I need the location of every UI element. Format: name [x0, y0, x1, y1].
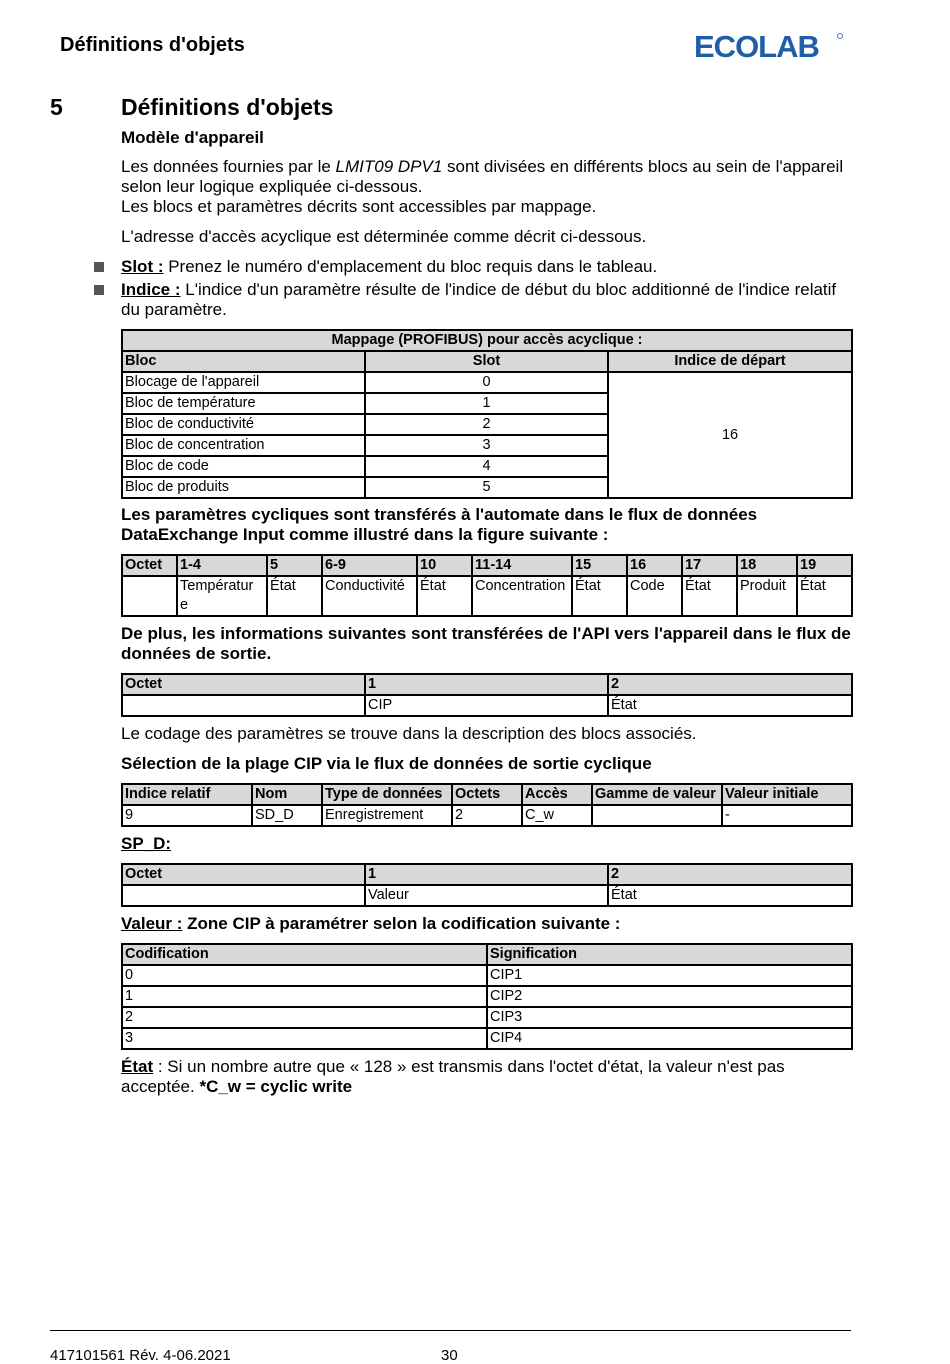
mapping-table	[121, 329, 853, 499]
cip-value-cell: 9	[122, 805, 252, 826]
mapping-header-bloc: Bloc	[122, 351, 365, 372]
bullet-indice	[121, 280, 851, 320]
footer-page-number: 30	[441, 1347, 458, 1364]
codif-meaning: CIP1	[487, 965, 852, 986]
output-heading: De plus, les informations suivantes sont transférées de l'API vers l'appareil dans le flux de données de sortie.	[121, 624, 851, 663]
cip-value-cell: -	[722, 805, 852, 826]
input-value-cell: Conductivité	[322, 576, 417, 616]
table-row	[122, 965, 852, 986]
bullet-slot	[121, 257, 851, 277]
input-header-cell: 5	[267, 555, 322, 576]
block-slot: 0	[365, 372, 608, 393]
input-value-cell: État	[267, 576, 322, 616]
input-value-cell: Températur e	[177, 576, 267, 616]
intro-paragraph-2: L'adresse d'accès acyclique est déterminée comme décrit ci-dessous.	[121, 227, 647, 246]
cip-header-cell: Indice relatif	[122, 784, 252, 805]
intro-paragraph-1	[121, 157, 851, 217]
valeur-heading	[121, 914, 851, 934]
codif-code: 2	[122, 1007, 487, 1028]
codif-code: 3	[122, 1028, 487, 1049]
input-header-cell: 10	[417, 555, 472, 576]
table-row	[122, 885, 852, 906]
input-header-cell: 15	[572, 555, 627, 576]
intro-text-b: sont divisées en différents blocs au sein de l'appareil selon leur logique expliquée ci-dessous.	[121, 157, 844, 196]
block-name: Bloc de concentration	[122, 435, 365, 456]
codification-table	[121, 943, 853, 1050]
block-slot: 3	[365, 435, 608, 456]
codif-header-cell: Codification	[122, 944, 487, 965]
cip-value-cell: C_w	[522, 805, 592, 826]
block-name: Bloc de code	[122, 456, 365, 477]
spd-label: SP_D:	[121, 834, 172, 853]
cip-value-cell: Enregistrement	[322, 805, 452, 826]
input-value-cell: État	[417, 576, 472, 616]
spd-value-cell: Valeur	[365, 885, 608, 906]
etat-text: : Si un nombre autre que « 128 » est transmis dans l'octet d'état, la valeur n'est pas acceptée.	[121, 1057, 785, 1096]
block-slot: 1	[365, 393, 608, 414]
mapping-header-index: Indice de départ	[608, 351, 852, 372]
device-name: LMIT09 DPV1	[335, 157, 443, 176]
etat-term: État	[121, 1057, 154, 1076]
cip-header-cell: Nom	[252, 784, 322, 805]
logo-text: ECOLAB	[694, 30, 819, 62]
cip-value-cell: 2	[452, 805, 522, 826]
output-header-cell: 1	[365, 674, 608, 695]
table-row	[122, 1028, 852, 1049]
valeur-text: Zone CIP à paramétrer selon la codification suivante :	[182, 914, 621, 933]
cip-value-cell: SD_D	[252, 805, 322, 826]
input-header-cell: 18	[737, 555, 797, 576]
block-name: Blocage de l'appareil	[122, 372, 365, 393]
input-header-cell: Octet	[122, 555, 177, 576]
input-header-cell: 6-9	[322, 555, 417, 576]
output-value-cell	[122, 695, 365, 716]
bullet-square-icon	[94, 285, 104, 295]
output-value-cell: État	[608, 695, 852, 716]
intro-text-c: Les blocs et paramètres décrits sont accessibles par mappage.	[121, 197, 597, 216]
input-header-cell: 1-4	[177, 555, 267, 576]
running-header-title: Définitions d'objets	[60, 34, 245, 56]
input-value-cell: État	[797, 576, 852, 616]
cip-header-cell: Type de données	[322, 784, 452, 805]
bullet-term: Indice :	[121, 280, 181, 299]
table-row	[122, 805, 852, 826]
block-slot: 5	[365, 477, 608, 498]
block-slot: 2	[365, 414, 608, 435]
mapping-table-caption: Mappage (PROFIBUS) pour accès acyclique :	[122, 330, 852, 351]
table-row	[122, 372, 852, 393]
footer-divider	[50, 1330, 851, 1331]
section-title: Définitions d'objets	[121, 94, 334, 120]
input-header-cell: 11-14	[472, 555, 572, 576]
cip-heading: Sélection de la plage CIP via le flux de données de sortie cyclique	[121, 754, 652, 773]
section-number: 5	[50, 94, 63, 120]
bullet-square-icon	[94, 262, 104, 272]
etat-note	[121, 1057, 851, 1097]
bullet-list	[121, 257, 851, 320]
main-content	[121, 128, 851, 1097]
input-value-cell: Produit	[737, 576, 797, 616]
codif-meaning: CIP3	[487, 1007, 852, 1028]
codif-meaning: CIP2	[487, 986, 852, 1007]
input-value-cell: État	[682, 576, 737, 616]
cip-header-cell: Valeur initiale	[722, 784, 852, 805]
input-value-cell: État	[572, 576, 627, 616]
footer-doc-ref: 417101561 Rév. 4-06.2021	[50, 1347, 231, 1364]
valeur-term: Valeur :	[121, 914, 183, 933]
spd-table	[121, 863, 853, 907]
input-header-cell: 16	[627, 555, 682, 576]
output-header-cell: 2	[608, 674, 852, 695]
cip-table	[121, 783, 853, 827]
table-row	[122, 1007, 852, 1028]
input-value-cell	[122, 576, 177, 616]
table-row	[122, 986, 852, 1007]
table-row	[122, 695, 852, 716]
block-name: Bloc de température	[122, 393, 365, 414]
spd-value-cell: État	[608, 885, 852, 906]
codif-code: 1	[122, 986, 487, 1007]
block-slot: 4	[365, 456, 608, 477]
subheading: Modèle d'appareil	[121, 128, 264, 147]
start-index: 16	[608, 372, 852, 498]
codif-header-cell: Signification	[487, 944, 852, 965]
codif-meaning: CIP4	[487, 1028, 852, 1049]
spd-header-cell: 1	[365, 864, 608, 885]
block-name: Bloc de conductivité	[122, 414, 365, 435]
output-table	[121, 673, 853, 717]
spd-header-cell: 2	[608, 864, 852, 885]
ecolab-logo	[694, 30, 844, 62]
output-value-cell: CIP	[365, 695, 608, 716]
input-value-cell: Code	[627, 576, 682, 616]
spd-value-cell	[122, 885, 365, 906]
output-header-cell: Octet	[122, 674, 365, 695]
bullet-text: L'indice d'un paramètre résulte de l'indice de début du bloc additionné de l'indice relatif du paramètre.	[121, 280, 837, 319]
input-table	[121, 554, 853, 617]
bullet-term: Slot :	[121, 257, 164, 276]
cip-header-cell: Accès	[522, 784, 592, 805]
coding-note: Le codage des paramètres se trouve dans la description des blocs associés.	[121, 724, 697, 743]
mapping-header-slot: Slot	[365, 351, 608, 372]
input-value-cell: Concentration	[472, 576, 572, 616]
input-header-cell: 17	[682, 555, 737, 576]
codif-code: 0	[122, 965, 487, 986]
cip-value-cell	[592, 805, 722, 826]
cyclic-heading: Les paramètres cycliques sont transférés à l'automate dans le flux de données DataExchange Input comme illustré dans la figure suivante :	[121, 505, 758, 544]
block-name: Bloc de produits	[122, 477, 365, 498]
etat-bold-tail: *C_w = cyclic write	[199, 1077, 353, 1096]
spd-header-cell: Octet	[122, 864, 365, 885]
intro-text-a: Les données fournies par le	[121, 157, 336, 176]
cip-header-cell: Gamme de valeur	[592, 784, 722, 805]
table-row	[122, 576, 852, 616]
input-header-cell: 19	[797, 555, 852, 576]
cip-header-cell: Octets	[452, 784, 522, 805]
bullet-text: Prenez le numéro d'emplacement du bloc requis dans le tableau.	[163, 257, 658, 276]
